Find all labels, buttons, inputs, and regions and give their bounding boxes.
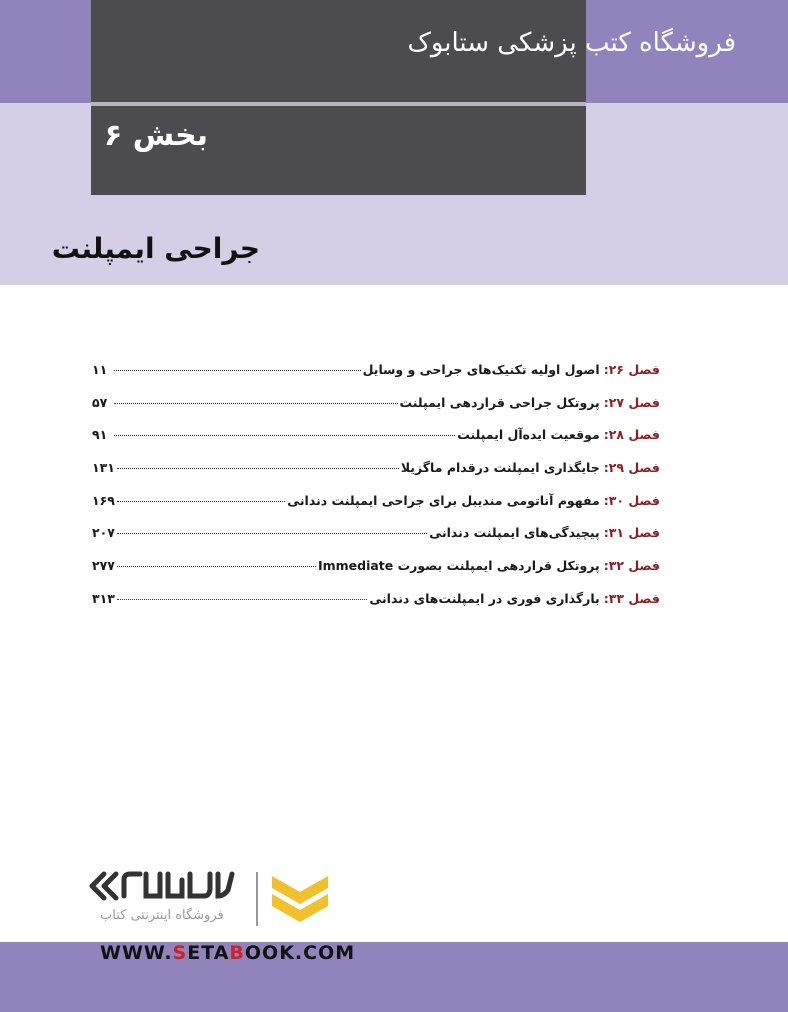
toc-row[interactable] [92,427,660,460]
toc-chapter: فصل ۲۷: [603,394,660,410]
toc-title: مفهوم آناتومی مندیبل برای جراحی ایمپلنت دندانی [287,492,600,508]
toc-leader [114,370,361,371]
toc-leader [117,468,399,469]
toc-leader [117,566,316,567]
logo-divider [256,872,258,926]
toc-title: جایگذاری ایمپلنت درقدام ماگزیلا [400,460,600,476]
toc-chapter: فصل ۳۱: [603,525,660,541]
toc-chapter: فصل ۲۶: [603,362,660,377]
toc-row[interactable] [92,395,660,428]
toc-leader [117,599,367,600]
toc-title: پروتکل جراحی قراردهی ایمپلنت [399,394,600,410]
toc-chapter: فصل ۳۳: [603,590,660,606]
toc-leader [117,533,427,534]
setabook-logo [88,868,338,934]
toc-row[interactable] [92,558,660,591]
section-title: جراحی ایمپلنت [51,232,260,265]
logo-word-icon [124,874,232,896]
toc-row[interactable] [92,493,660,526]
toc-chapter: فصل ۲۹: [603,460,660,476]
store-title: فروشگاه کتب پزشکی ستابوک [407,28,736,58]
toc-leader [114,435,455,436]
toc-title: موقعیت ایده‌آل ایمپلنت [457,427,600,443]
toc-page: ۱۳۱ [92,460,115,476]
toc-row[interactable] [92,362,660,395]
toc-row[interactable] [92,525,660,558]
url-mid2: OOK.COM [244,942,356,964]
book-chevron-icon [272,876,328,922]
part-label: بخش ۶ [103,118,208,153]
toc-leader [114,403,398,404]
toc-page: ۱۶۹ [92,492,115,508]
toc-title: بارگذاری فوری در ایمپلنت‌های دندانی [369,590,600,606]
toc-row[interactable] [92,591,660,624]
toc-page: ۲۰۷ [92,525,115,541]
toc-title: پیچیدگی‌های ایمپلنت دندانی [429,525,600,541]
toc-title: پروتکل قراردهی ایمپلنت بصورت Immediate [317,558,600,574]
toc-title: اصول اولیه تکنیک‌های جراحی و وسایل [362,362,600,377]
toc-chapter: فصل ۳۰: [603,492,660,508]
toc-page: ۱۱ [92,362,108,377]
url-accent-s: S [172,942,188,964]
toc-page: ۹۱ [92,427,108,443]
toc-leader [117,501,285,502]
url-accent-b: B [229,942,245,964]
url-mid1: ETA [187,942,230,964]
toc-page: ۵۷ [92,394,108,410]
toc-page: ۳۱۳ [92,590,115,606]
logo-subtitle: فروشگاه اینترنتی کتاب [100,908,224,923]
toc-chapter: فصل ۳۲: [603,558,660,574]
toc-page: ۲۷۷ [92,558,115,574]
header-divider [91,102,586,106]
table-of-contents [92,362,660,624]
toc-chapter: فصل ۲۸: [603,427,660,443]
toc-row[interactable] [92,460,660,493]
url-prefix: WWW. [100,942,173,964]
arrows-icon [92,874,116,898]
website-link[interactable] [100,942,355,964]
